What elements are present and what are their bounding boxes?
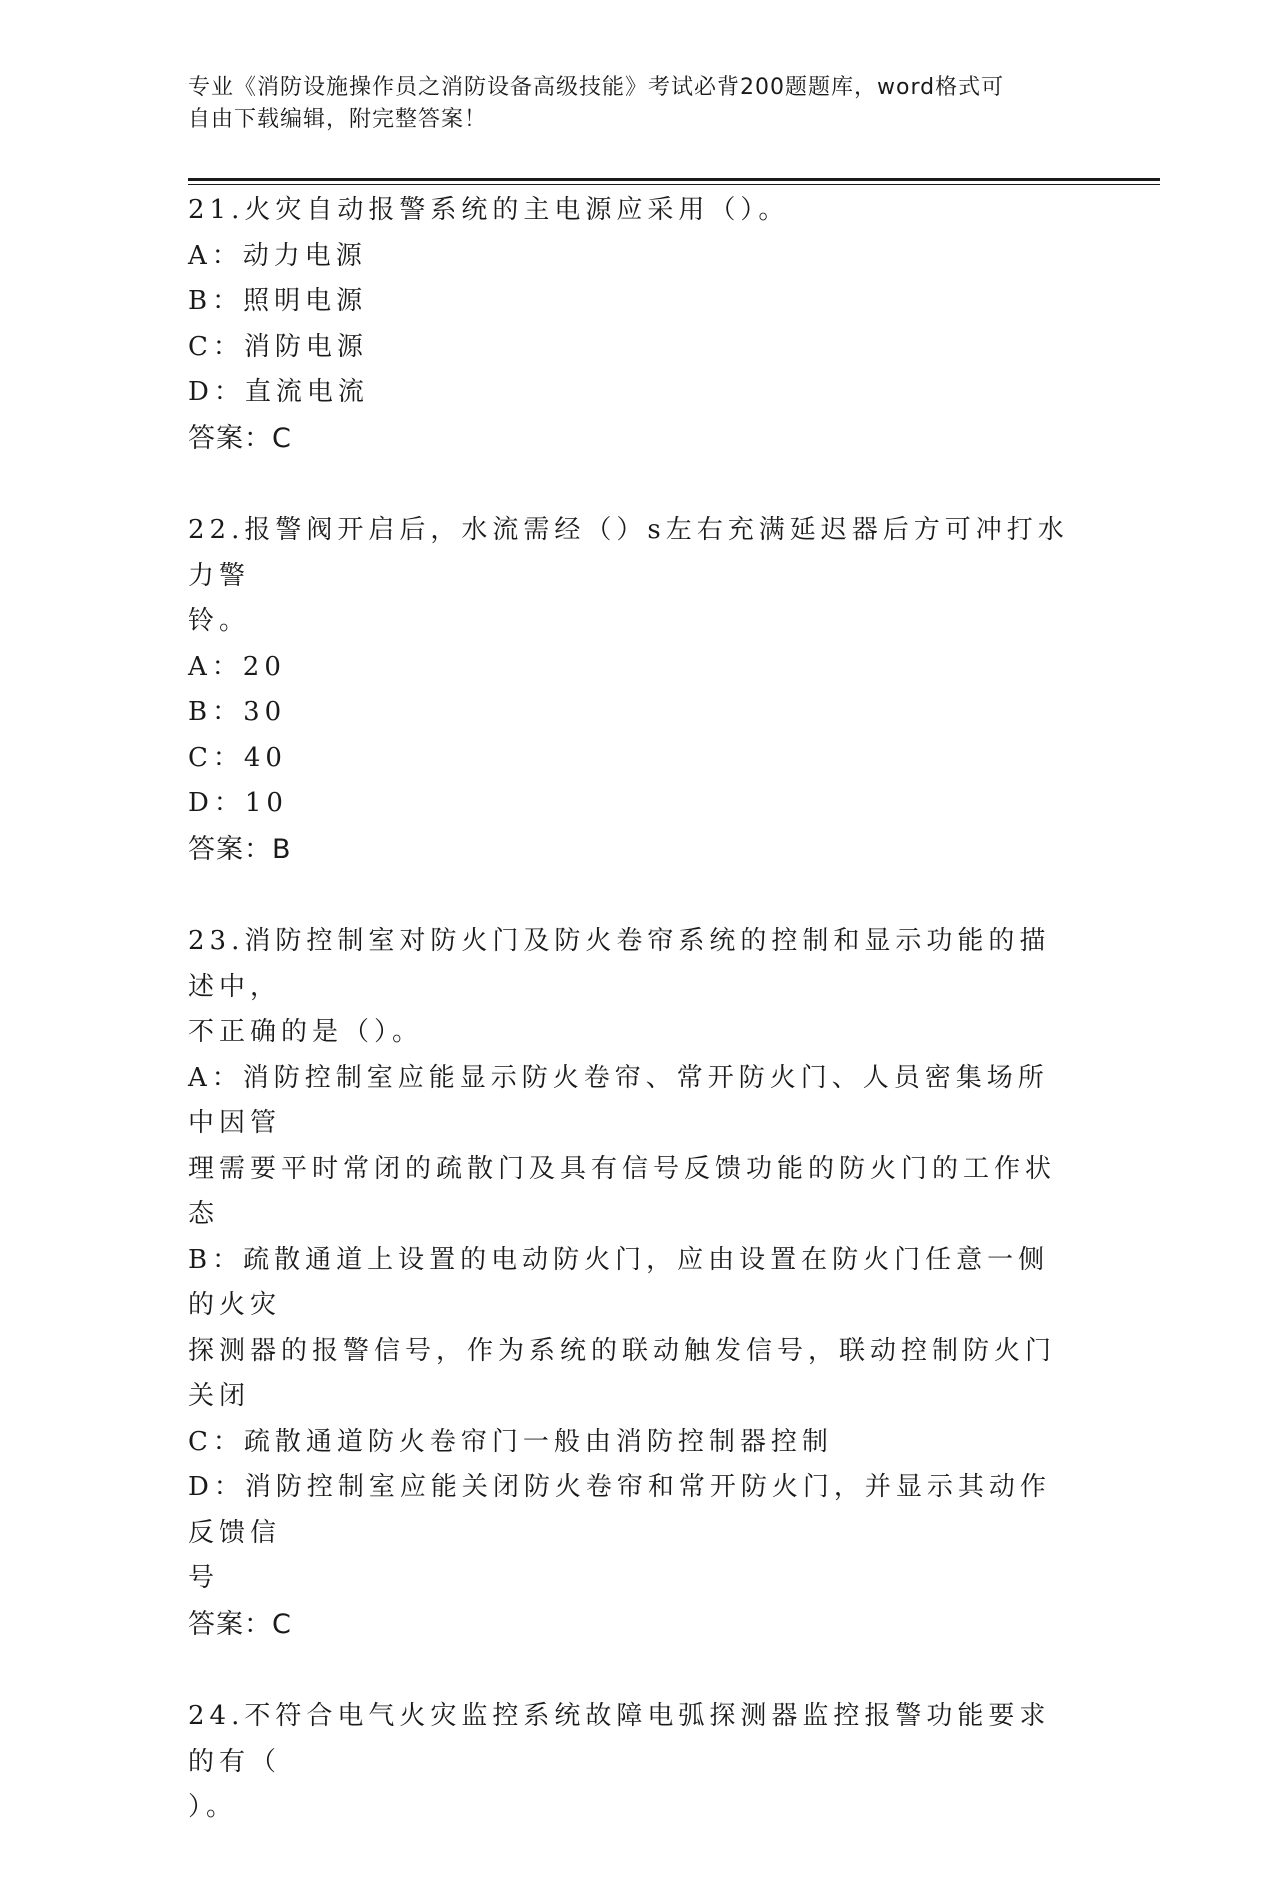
- question-stem-cont: ）。: [188, 1792, 238, 1822]
- option-b-cont: 探测器的报警信号，作为系统的联动触发信号，联动控制防火门关闭: [188, 1335, 1057, 1411]
- header-line-2: 自由下载编辑，附完整答案！: [188, 107, 488, 132]
- answer: 答案：C: [188, 422, 292, 454]
- option-d: D：10: [188, 788, 288, 818]
- answer: 答案：C: [188, 1608, 292, 1640]
- header-divider-thick: [188, 178, 1160, 181]
- option-c: C：40: [188, 742, 287, 773]
- option-a: A：消防控制室应能显示防火卷帘、常开防火门、人员密集场所中因管: [188, 1062, 1049, 1138]
- question-22: [188, 508, 1078, 872]
- option-b: B：30: [188, 697, 287, 727]
- question-stem: 23.消防控制室对防火门及防火卷帘系统的控制和显示功能的描述中，: [188, 926, 1051, 1002]
- question-stem: 21.火灾自动报警系统的主电源应采用（）。: [188, 195, 790, 225]
- question-stem-cont: 铃。: [188, 606, 251, 636]
- option-d-cont: 号: [188, 1563, 220, 1593]
- document-header: [188, 72, 1068, 136]
- question-24: [188, 1694, 1078, 1831]
- option-c: C：疏散通道防火卷帘门一般由消防控制器控制: [188, 1426, 833, 1457]
- question-21: [188, 188, 1078, 461]
- option-b: B：疏散通道上设置的电动防火门，应由设置在防火门任意一侧的火灾: [188, 1244, 1050, 1320]
- question-stem: 24.不符合电气火灾监控系统故障电弧探测器监控报警功能要求的有（: [188, 1701, 1051, 1777]
- question-23: [188, 919, 1078, 1647]
- option-a: A：动力电源: [188, 240, 367, 271]
- header-line-1: 专业《消防设施操作员之消防设备高级技能》考试必背200题题库，word格式可: [188, 75, 1005, 100]
- question-stem: 22.报警阀开启后，水流需经（）s左右充满延迟器后方可冲打水力警: [188, 515, 1069, 591]
- answer: 答案：B: [188, 833, 292, 865]
- header-divider-thin: [188, 184, 1160, 185]
- option-a-cont: 理需要平时常闭的疏散门及具有信号反馈功能的防火门的工作状态: [188, 1153, 1057, 1229]
- option-d: D：直流电流: [188, 377, 369, 407]
- question-list: [188, 188, 1078, 1878]
- option-d: D：消防控制室应能关闭防火卷帘和常开防火门，并显示其动作反馈信: [188, 1472, 1051, 1548]
- option-b: B：照明电源: [188, 286, 368, 316]
- option-a: A：20: [188, 651, 286, 682]
- option-c: C：消防电源: [188, 331, 368, 362]
- question-stem-cont: 不正确的是（）。: [188, 1017, 424, 1047]
